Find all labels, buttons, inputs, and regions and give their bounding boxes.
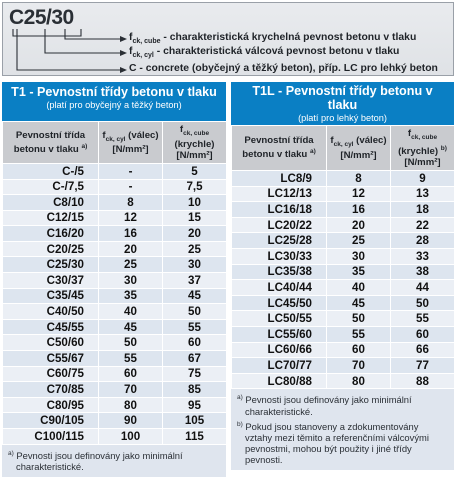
cell-cube: 18 — [391, 202, 455, 218]
cell-class: C12/15 — [3, 210, 99, 226]
cell-cyl: 40 — [99, 304, 163, 320]
table-row — [3, 273, 227, 289]
table-row — [232, 249, 455, 265]
cell-class: LC80/88 — [232, 373, 327, 389]
table-row — [232, 186, 455, 202]
cell-class: C90/105 — [3, 413, 99, 429]
table-row — [232, 264, 455, 280]
table-t1-title: T1 - Pevnostní třídy betonu v tlaku — [11, 85, 217, 99]
table-t1l — [231, 125, 455, 389]
cell-cube: 44 — [391, 280, 455, 296]
col-header-class: Pevnostní třída betonu v tlaku $^{a)}$ — [3, 122, 99, 164]
cell-cyl: 55 — [327, 327, 391, 343]
cell-cyl: 20 — [99, 241, 163, 257]
cell-cyl: 25 — [99, 257, 163, 273]
cell-class: LC25/28 — [232, 233, 327, 249]
legend-line-cube: $f_{ck, cube}$ - charakteristická krychelná pevnost betonu v tlaku — [129, 32, 417, 46]
cell-cube: 7,5 — [163, 179, 227, 195]
cell-class: C30/37 — [3, 273, 99, 289]
cell-class: C25/30 — [3, 257, 99, 273]
cell-class: LC16/18 — [232, 202, 327, 218]
cell-class: LC45/50 — [232, 295, 327, 311]
cell-cube: 77 — [391, 358, 455, 374]
table-row — [232, 295, 455, 311]
cell-class: C20/25 — [3, 241, 99, 257]
cell-cube: 20 — [163, 226, 227, 242]
table-row — [3, 351, 227, 367]
cell-cube: 50 — [391, 295, 455, 311]
table-row — [232, 373, 455, 389]
cell-cyl: 60 — [327, 342, 391, 358]
cell-cube: 55 — [163, 319, 227, 335]
table-row — [3, 195, 227, 211]
cell-cyl: 45 — [327, 295, 391, 311]
table-row — [232, 327, 455, 343]
table-row — [3, 241, 227, 257]
cell-cyl: 50 — [327, 311, 391, 327]
cell-class: LC60/66 — [232, 342, 327, 358]
cell-cyl: 20 — [327, 217, 391, 233]
cell-cube: 115 — [163, 429, 227, 445]
footnote: $^{a)}$ Pevnosti jsou definovány jako minimální charakteristické. — [8, 449, 183, 472]
table-row — [3, 179, 227, 195]
cell-cyl: 100 — [99, 429, 163, 445]
cell-cube: 50 — [163, 304, 227, 320]
cell-cube: 5 — [163, 163, 227, 179]
table-t1l-subtitle: (platí pro lehký beton) — [298, 113, 387, 123]
cell-class: LC50/55 — [232, 311, 327, 327]
cell-class: LC30/33 — [232, 249, 327, 265]
table-t1l-title: T1L - Pevnostní třídy betonu v tlaku — [252, 84, 433, 112]
table-row — [232, 311, 455, 327]
cell-cyl: 90 — [99, 413, 163, 429]
cell-cyl: 45 — [99, 319, 163, 335]
cell-class: LC8/9 — [232, 171, 327, 187]
cell-class: C60/75 — [3, 366, 99, 382]
cell-cyl: 50 — [99, 335, 163, 351]
table-t1-header — [2, 82, 226, 121]
table-row — [3, 163, 227, 179]
legend-code: C25/30 — [9, 6, 74, 29]
cell-cyl: 70 — [99, 382, 163, 398]
cell-cube: 66 — [391, 342, 455, 358]
col-header-cyl: $f_{ck, cyl}$ (válec) [N/mm²] — [327, 126, 391, 171]
table-t1 — [2, 121, 227, 445]
cell-class: LC40/44 — [232, 280, 327, 296]
cell-cyl: 80 — [327, 373, 391, 389]
cell-class: C16/20 — [3, 226, 99, 242]
table-t1-subtitle: (platí pro obyčejný a těžký beton) — [46, 100, 182, 110]
cell-cube: 55 — [391, 311, 455, 327]
cell-class: LC20/22 — [232, 217, 327, 233]
cell-cube: 28 — [391, 233, 455, 249]
table-row — [3, 288, 227, 304]
table-row — [3, 210, 227, 226]
cell-cyl: 12 — [99, 210, 163, 226]
footnote: $^{b)}$ Pokud jsou stanoveny a zdokumentovány vztahy mezi těmito a referenčními válcovými pevnostmi, mohou být použity i jiné třídy pevnosti. — [237, 420, 429, 465]
cell-cube: 75 — [163, 366, 227, 382]
cell-cube: 60 — [391, 327, 455, 343]
cell-class: C-/7,5 — [3, 179, 99, 195]
table-row — [232, 171, 455, 187]
table-row — [232, 202, 455, 218]
table-t1-panel — [2, 82, 226, 477]
cell-cyl: 70 — [327, 358, 391, 374]
cell-cube: 67 — [163, 351, 227, 367]
cell-cube: 85 — [163, 382, 227, 398]
cell-cyl: 16 — [99, 226, 163, 242]
table-row — [232, 280, 455, 296]
cell-cyl: 16 — [327, 202, 391, 218]
cell-cyl: 25 — [327, 233, 391, 249]
table-row — [232, 358, 455, 374]
table-t1l-notes — [231, 389, 454, 469]
legend-line-concrete: C - concrete (obyčejný a těžký beton), příp. LC pro lehký beton — [129, 63, 438, 74]
table-row — [232, 233, 455, 249]
table-row — [3, 413, 227, 429]
cell-cyl: 12 — [327, 186, 391, 202]
table-t1l-header — [231, 82, 454, 125]
cell-cube: 13 — [391, 186, 455, 202]
cell-cyl: 35 — [327, 264, 391, 280]
cell-class: C100/115 — [3, 429, 99, 445]
cell-cyl: 40 — [327, 280, 391, 296]
cell-class: LC70/77 — [232, 358, 327, 374]
cell-class: C40/50 — [3, 304, 99, 320]
cell-cube: 95 — [163, 397, 227, 413]
table-row — [3, 397, 227, 413]
cell-class: C70/85 — [3, 382, 99, 398]
cell-cube: 45 — [163, 288, 227, 304]
table-row — [3, 429, 227, 445]
cell-cyl: 8 — [99, 195, 163, 211]
cell-cube: 105 — [163, 413, 227, 429]
table-row — [232, 217, 455, 233]
cell-class: C-/5 — [3, 163, 99, 179]
cell-cube: 33 — [391, 249, 455, 265]
col-header-cyl: $f_{ck, cyl}$ (válec) [N/mm²] — [99, 122, 163, 164]
table-t1-notes — [2, 445, 226, 477]
cell-cube: 9 — [391, 171, 455, 187]
cell-class: LC35/38 — [232, 264, 327, 280]
cell-cube: 30 — [163, 257, 227, 273]
cell-class: C45/55 — [3, 319, 99, 335]
cell-cube: 38 — [391, 264, 455, 280]
table-row — [3, 304, 227, 320]
col-header-cube: $f_{ck, cube}$ (krychle) $^{b)}$ [N/mm²] — [391, 126, 455, 171]
cell-cyl: 30 — [327, 249, 391, 265]
cell-class: C80/95 — [3, 397, 99, 413]
legend-line-cyl: $f_{ck, cyl}$ - charakteristická válcová pevnost betonu v tlaku — [129, 46, 400, 60]
table-row — [3, 335, 227, 351]
cell-cyl: 80 — [99, 397, 163, 413]
col-header-cube: $f_{ck, cube}$ (krychle) [N/mm²] — [163, 122, 227, 164]
cell-cube: 25 — [163, 241, 227, 257]
cell-cyl: 35 — [99, 288, 163, 304]
table-t1l-panel — [231, 82, 454, 470]
cell-class: C35/45 — [3, 288, 99, 304]
cell-cube: 88 — [391, 373, 455, 389]
cell-cyl: 55 — [99, 351, 163, 367]
cell-class: C50/60 — [3, 335, 99, 351]
cell-class: C8/10 — [3, 195, 99, 211]
table-t1-body — [3, 163, 227, 444]
footnote: $^{a)}$ Pevnosti jsou definovány jako minimální charakteristické. — [237, 394, 412, 417]
col-header-class: Pevnostní třída betonu v tlaku $^{a)}$ — [232, 126, 327, 171]
cell-cube: 60 — [163, 335, 227, 351]
cell-class: LC12/13 — [232, 186, 327, 202]
cell-class: C55/67 — [3, 351, 99, 367]
table-row — [3, 319, 227, 335]
cell-cyl: - — [99, 163, 163, 179]
cell-cube: 10 — [163, 195, 227, 211]
cell-cube: 37 — [163, 273, 227, 289]
table-row — [232, 342, 455, 358]
cell-cube: 22 — [391, 217, 455, 233]
cell-cube: 15 — [163, 210, 227, 226]
table-row — [3, 257, 227, 273]
table-row — [3, 366, 227, 382]
table-row — [3, 382, 227, 398]
cell-cyl: 8 — [327, 171, 391, 187]
cell-cyl: 30 — [99, 273, 163, 289]
table-row — [3, 226, 227, 242]
cell-cyl: - — [99, 179, 163, 195]
cell-class: LC55/60 — [232, 327, 327, 343]
cell-cyl: 60 — [99, 366, 163, 382]
table-t1l-body — [232, 171, 455, 389]
legend-box — [2, 2, 454, 76]
